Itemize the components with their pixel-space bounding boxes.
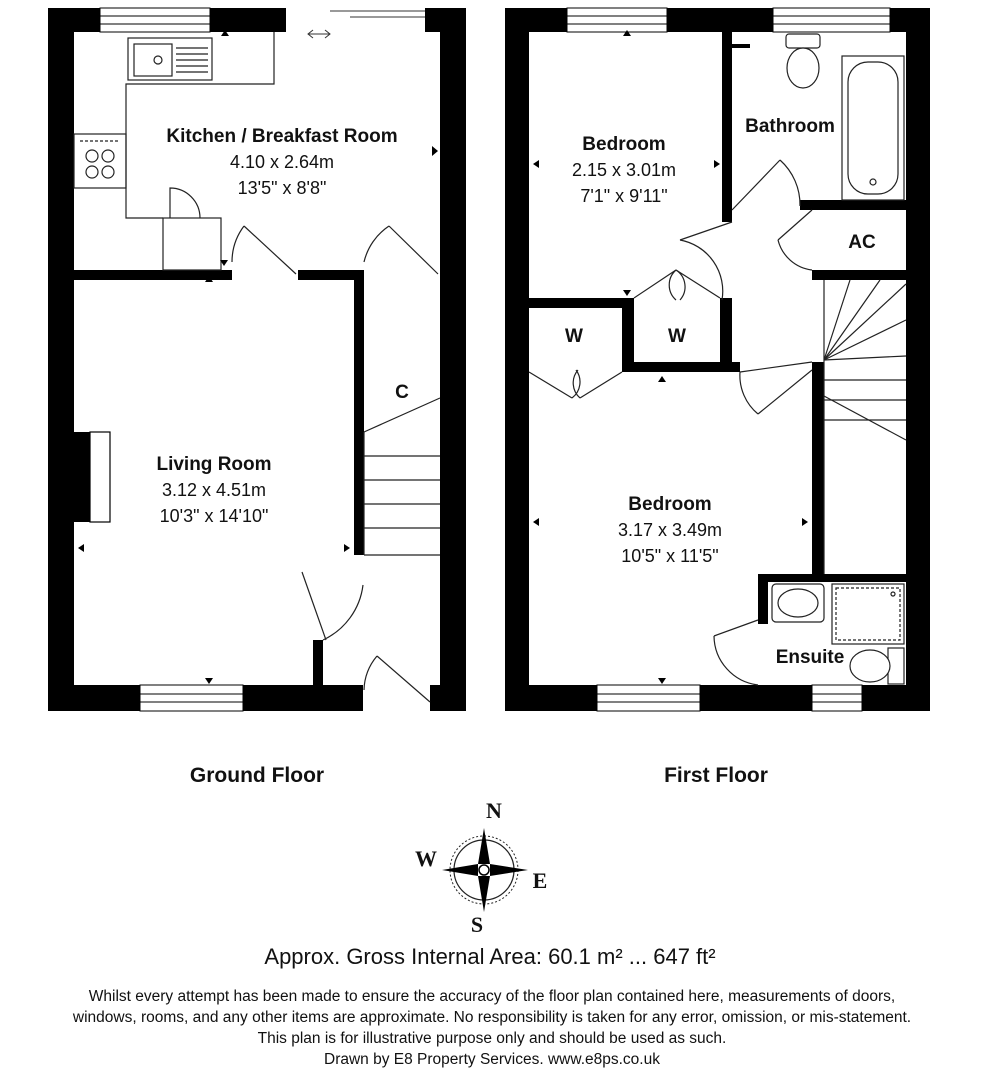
wardrobe1-name: W [565, 326, 583, 347]
first-floor-labels [565, 116, 876, 668]
compass-north: N [486, 798, 502, 823]
wardrobe2-name: W [668, 326, 686, 347]
kitchen-worktop [74, 32, 274, 270]
compass-rose [415, 798, 547, 937]
fireplace [74, 432, 110, 522]
appliance [163, 218, 221, 270]
cupboard-label: C [395, 382, 409, 403]
bedroom2-name: Bedroom [582, 134, 666, 155]
first-floor-stairs [824, 280, 906, 574]
hob [74, 134, 126, 188]
ensuite-toilet-bowl [850, 650, 890, 682]
kitchen-name: Kitchen / Breakfast Room [166, 126, 398, 147]
disclaimer-credit: Drawn by E8 Property Services. www.e8ps.co.uk [324, 1051, 660, 1068]
disclaimer [72, 988, 911, 1068]
compass-west: W [415, 846, 437, 871]
bedroom1-imperial: 10'5" x 11'5" [621, 546, 719, 566]
bedroom1-name: Bedroom [628, 494, 712, 515]
first-floor-title: First Floor [664, 764, 768, 787]
bathroom-name: Bathroom [745, 116, 835, 137]
ensuite-fittings [772, 584, 904, 684]
compass-east: E [532, 868, 548, 893]
ground-floor-labels [156, 126, 409, 526]
ground-floor-stairs [364, 398, 440, 555]
sliding-door [308, 11, 425, 38]
disclaimer-line: Whilst every attempt has been made to ensure the accuracy of the floor plan contained here, measurements of doors, [88, 988, 896, 1005]
disclaimer-line: windows, rooms, and any other items are approximate. No responsibility is taken for any error, omission, or mis-statement. [72, 1009, 912, 1026]
living-room-imperial: 10'3" x 14'10" [159, 506, 269, 526]
airing-cupboard-name: AC [848, 232, 876, 253]
kitchen-imperial: 13'5" x 8'8" [237, 178, 327, 198]
ground-floor-plan [48, 8, 466, 787]
bedroom2-metric: 2.15 x 3.01m [571, 160, 677, 180]
living-room-name: Living Room [156, 454, 272, 475]
bedroom2-imperial: 7'1" x 9'11" [580, 186, 668, 206]
kitchen-metric: 4.10 x 2.64m [229, 152, 335, 172]
ground-floor-walls [48, 8, 466, 711]
toilet-cistern [786, 34, 820, 48]
first-floor-doors [529, 160, 812, 685]
gross-internal-area: Approx. Gross Internal Area: 60.1 m² ... 647 ft² [264, 944, 716, 969]
ground-floor-windows [100, 8, 243, 711]
ground-floor-title: Ground Floor [189, 764, 325, 787]
toilet-bowl [787, 48, 819, 88]
bedroom1-metric: 3.17 x 3.49m [617, 520, 723, 540]
ensuite-name: Ensuite [775, 647, 845, 668]
disclaimer-line: This plan is for illustrative purpose only and should be used as such. [257, 1030, 727, 1047]
compass-south: S [470, 912, 484, 937]
first-floor-plan [505, 8, 930, 787]
living-room-metric: 3.12 x 4.51m [161, 480, 267, 500]
